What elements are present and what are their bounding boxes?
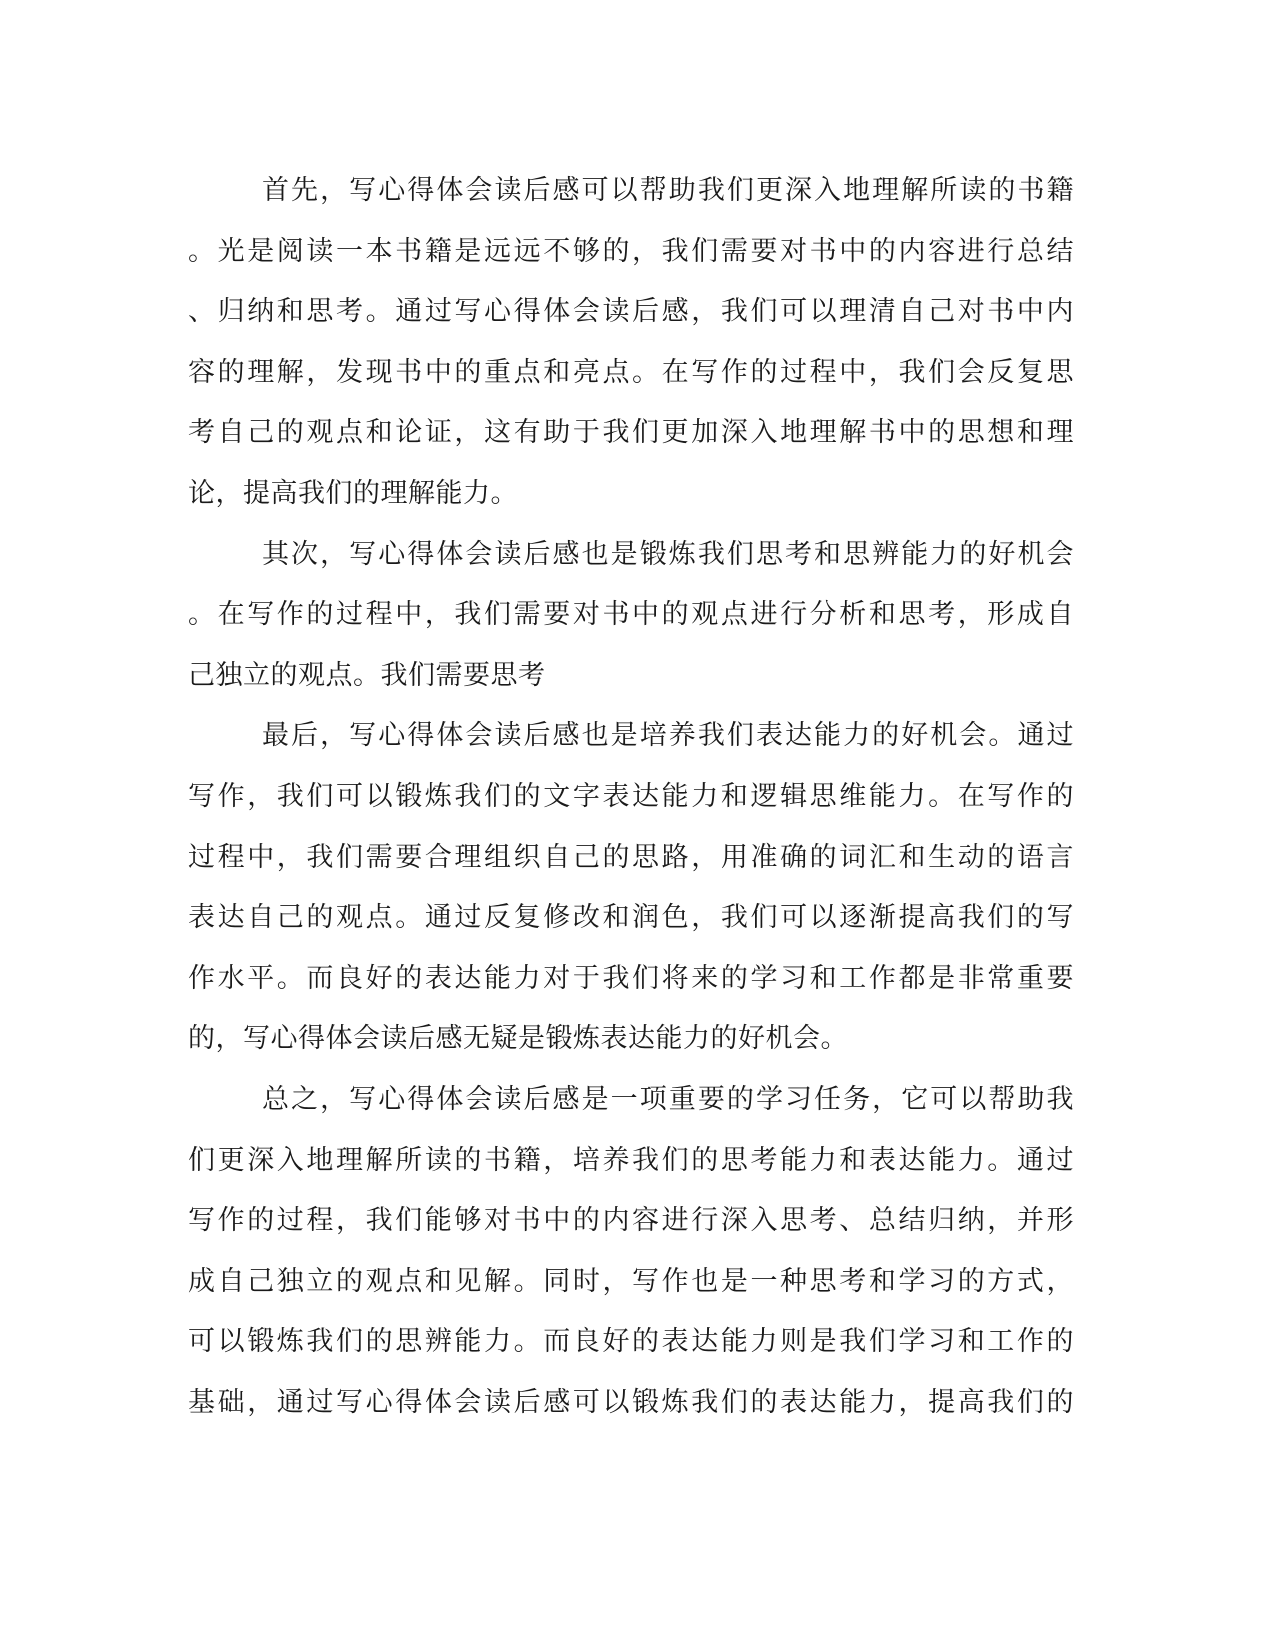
text-line: 成自己独立的观点和见解。同时，写作也是一种思考和学习的方式， [188, 1265, 1074, 1297]
paragraph-conclusion [188, 1070, 1074, 1434]
text-line: 。光是阅读一本书籍是远远不够的，我们需要对书中的内容进行总结 [188, 235, 1074, 267]
text-line: 总之，写心得体会读后感是一项重要的学习任务，它可以帮助我 [262, 1083, 1074, 1115]
text-line: 容的理解，发现书中的重点和亮点。在写作的过程中，我们会反复思 [188, 356, 1074, 388]
text-line: 最后，写心得体会读后感也是培养我们表达能力的好机会。通过 [262, 720, 1074, 752]
body-text [188, 161, 1074, 1433]
text-line: 其次，写心得体会读后感也是锻炼我们思考和思辨能力的好机会 [262, 538, 1074, 570]
text-line: 首先，写心得体会读后感可以帮助我们更深入地理解所读的书籍 [262, 175, 1074, 206]
text-line: 、归纳和思考。通过写心得体会读后感，我们可以理清自己对书中内 [188, 296, 1074, 328]
text-line: 己独立的观点。我们需要思考 [188, 659, 546, 691]
paragraph-reading-comprehension [188, 161, 1074, 525]
text-line: 过程中，我们需要合理组织自己的思路，用准确的词汇和生动的语言 [188, 841, 1074, 873]
text-line: 们更深入地理解所读的书籍，培养我们的思考能力和表达能力。通过 [188, 1144, 1074, 1176]
text-line: 表达自己的观点。通过反复修改和润色，我们可以逐渐提高我们的写 [188, 902, 1074, 934]
text-line: 基础，通过写心得体会读后感可以锻炼我们的表达能力，提高我们的 [188, 1386, 1074, 1418]
text-line: 的，写心得体会读后感无疑是锻炼表达能力的好机会。 [188, 1023, 848, 1055]
text-line: 可以锻炼我们的思辨能力。而良好的表达能力则是我们学习和工作的 [188, 1326, 1074, 1358]
text-line: 写作的过程，我们能够对书中的内容进行深入思考、总结归纳，并形 [188, 1205, 1074, 1237]
text-line: 作水平。而良好的表达能力对于我们将来的学习和工作都是非常重要 [188, 962, 1074, 994]
text-line: 考自己的观点和论证，这有助于我们更加深入地理解书中的思想和理 [188, 417, 1074, 449]
text-line: 。在写作的过程中，我们需要对书中的观点进行分析和思考，形成自 [188, 599, 1074, 631]
text-line: 论，提高我们的理解能力。 [188, 477, 518, 509]
paragraph-thinking-ability [188, 525, 1074, 707]
text-line: 写作，我们可以锻炼我们的文字表达能力和逻辑思维能力。在写作的 [188, 780, 1074, 812]
paragraph-expression-ability [188, 706, 1074, 1070]
